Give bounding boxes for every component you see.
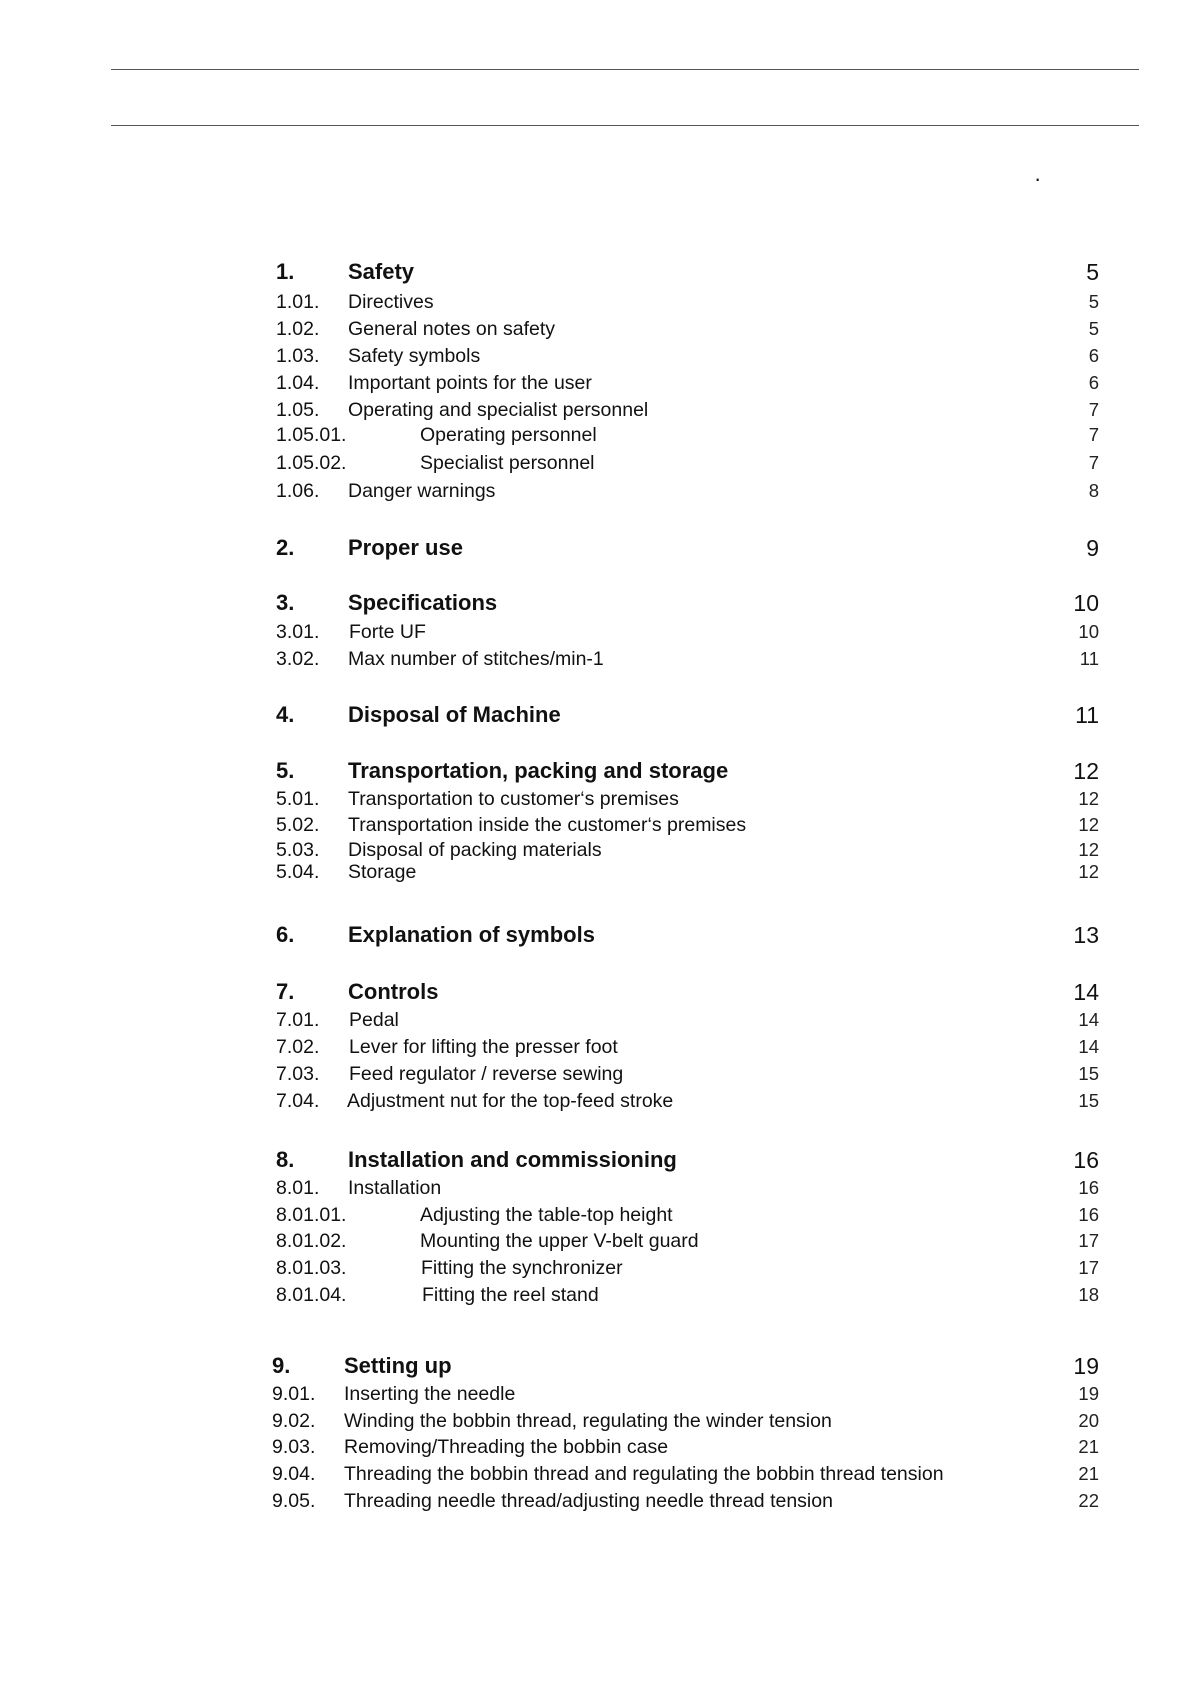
toc-page: 5 [1088, 318, 1099, 339]
toc-number: 9. [272, 1353, 291, 1378]
toc-page: 14 [1078, 1036, 1099, 1057]
toc-title: Explanation of symbols [348, 922, 595, 947]
toc-number: 9.02. [272, 1410, 316, 1432]
toc-title: Specifications [348, 590, 498, 615]
toc-number: 1.03. [276, 345, 320, 367]
toc-number: 7.02. [276, 1036, 320, 1058]
toc-number: 1.05. [276, 399, 320, 421]
toc-title: Winding the bobbin thread, regulating the winder tension [344, 1410, 832, 1432]
toc-page: 11 [1079, 648, 1099, 669]
toc-page: 12 [1078, 861, 1099, 882]
toc-number: 3.01. [276, 621, 320, 643]
toc-page: 16 [1073, 1147, 1099, 1173]
toc-number: 8.01.02. [276, 1230, 347, 1252]
toc-number: 4. [276, 702, 295, 727]
toc-number: 5.01. [276, 788, 320, 810]
toc-title: Important points for the user [348, 372, 592, 394]
toc-title: Inserting the needle [344, 1383, 516, 1405]
toc-number: 7.01. [276, 1009, 320, 1031]
toc-title: Adjustment nut for the top-feed stroke [347, 1090, 674, 1112]
toc-title: Directives [348, 291, 434, 313]
toc-title: Removing/Threading the bobbin case [344, 1436, 669, 1458]
toc-title: Transportation inside the customer‘s premises [348, 814, 747, 836]
toc-number: 9.04. [272, 1463, 316, 1485]
toc-number: 2. [276, 535, 295, 560]
toc-title: Threading the bobbin thread and regulating the bobbin thread tension [344, 1463, 944, 1485]
toc-title: Adjusting the table-top height [420, 1204, 673, 1226]
toc-title: Fitting the reel stand [422, 1284, 599, 1306]
toc-number: 9.03. [272, 1436, 316, 1458]
toc-page: 12 [1078, 839, 1099, 860]
toc-title: Safety [348, 259, 415, 284]
toc-title: Installation [348, 1177, 442, 1199]
toc-title: Setting up [344, 1353, 452, 1378]
header-rule-bottom [111, 125, 1139, 126]
toc-page: 7 [1088, 399, 1099, 420]
toc-title: General notes on safety [348, 318, 556, 340]
toc-title: Danger warnings [348, 480, 496, 502]
toc-number: 1.05.01. [276, 424, 347, 446]
toc-number: 8.01.04. [276, 1284, 347, 1306]
toc-title: Transportation, packing and storage [348, 758, 729, 783]
toc-page: 7 [1088, 452, 1099, 473]
toc-page: 15 [1078, 1090, 1099, 1111]
toc-page: 12 [1078, 788, 1099, 809]
toc-number: 1.02. [276, 318, 320, 340]
toc-title: Transportation to customer‘s premises [348, 788, 679, 810]
toc-number: 3. [276, 590, 295, 615]
toc-page: 10 [1073, 590, 1099, 616]
toc-title: Pedal [349, 1009, 399, 1031]
toc-number: 7.04. [276, 1090, 320, 1112]
toc-page: 8 [1088, 480, 1099, 501]
toc-number: 8.01.01. [276, 1204, 347, 1226]
toc-number: 8. [276, 1147, 295, 1172]
toc-title: Specialist personnel [420, 452, 595, 474]
toc-page: 19 [1073, 1353, 1099, 1379]
toc-number: 1. [276, 259, 295, 284]
toc-page: 5 [1088, 291, 1099, 312]
stray-dot: · [1034, 166, 1042, 191]
toc-title: Feed regulator / reverse sewing [349, 1063, 624, 1085]
toc-page: 21 [1078, 1463, 1099, 1484]
toc-number: 3.02. [276, 648, 320, 670]
toc-page: 17 [1078, 1230, 1099, 1251]
toc-title: Forte UF [349, 621, 426, 643]
toc-page: 12 [1078, 814, 1099, 835]
toc-title: Disposal of packing materials [348, 839, 602, 861]
toc-number: 7. [276, 979, 295, 1004]
toc-page: 11 [1075, 702, 1099, 728]
toc-number: 6. [276, 922, 295, 947]
toc-page: 16 [1078, 1204, 1099, 1225]
toc-page: 21 [1078, 1436, 1099, 1457]
toc-title: Safety symbols [348, 345, 481, 367]
toc-number: 1.06. [276, 480, 320, 502]
toc-number: 5.03. [276, 839, 320, 861]
toc-page: 13 [1073, 922, 1099, 948]
toc-title: Max number of stitches/min-1 [348, 648, 604, 670]
toc-page: 6 [1088, 345, 1099, 366]
toc-number: 9.05. [272, 1490, 316, 1512]
toc-title: Operating personnel [420, 424, 597, 446]
toc-page: 7 [1088, 424, 1099, 445]
toc-title: Controls [348, 979, 439, 1004]
toc-page: 19 [1078, 1383, 1099, 1404]
toc-page: 18 [1078, 1284, 1099, 1305]
toc-title: Disposal of Machine [348, 702, 561, 727]
toc-page: 14 [1073, 979, 1099, 1005]
toc-number: 7.03. [276, 1063, 320, 1085]
toc-page: 17 [1078, 1257, 1099, 1278]
toc-page: 16 [1078, 1177, 1099, 1198]
toc-title: Proper use [348, 535, 463, 560]
toc-title: Mounting the upper V-belt guard [420, 1230, 699, 1252]
toc-number: 5.04. [276, 861, 320, 883]
toc-number: 5.02. [276, 814, 320, 836]
toc-title: Operating and specialist personnel [348, 399, 649, 421]
toc-title: Lever for lifting the presser foot [349, 1036, 618, 1058]
toc-page: 12 [1073, 758, 1099, 784]
toc-title: Storage [348, 861, 417, 883]
toc-page: 20 [1078, 1410, 1099, 1431]
toc-page: 15 [1078, 1063, 1099, 1084]
toc-number: 8.01.03. [276, 1257, 347, 1279]
toc-number: 5. [276, 758, 295, 783]
header-rule-top [111, 69, 1139, 70]
toc-page: 10 [1078, 621, 1099, 642]
toc-number: 8.01. [276, 1177, 320, 1199]
toc-number: 1.04. [276, 372, 320, 394]
toc-page: 5 [1086, 259, 1099, 285]
toc-number: 1.01. [276, 291, 320, 313]
toc-title: Installation and commissioning [348, 1147, 677, 1172]
toc-number: 9.01. [272, 1383, 316, 1405]
toc-page: 9 [1086, 535, 1099, 561]
toc-title: Threading needle thread/adjusting needle thread tension [344, 1490, 833, 1512]
toc-number: 1.05.02. [276, 452, 347, 474]
toc-title: Fitting the synchronizer [421, 1257, 623, 1279]
toc-page: 6 [1088, 372, 1099, 393]
toc-page: 14 [1078, 1009, 1099, 1030]
toc-page: 22 [1078, 1490, 1099, 1511]
